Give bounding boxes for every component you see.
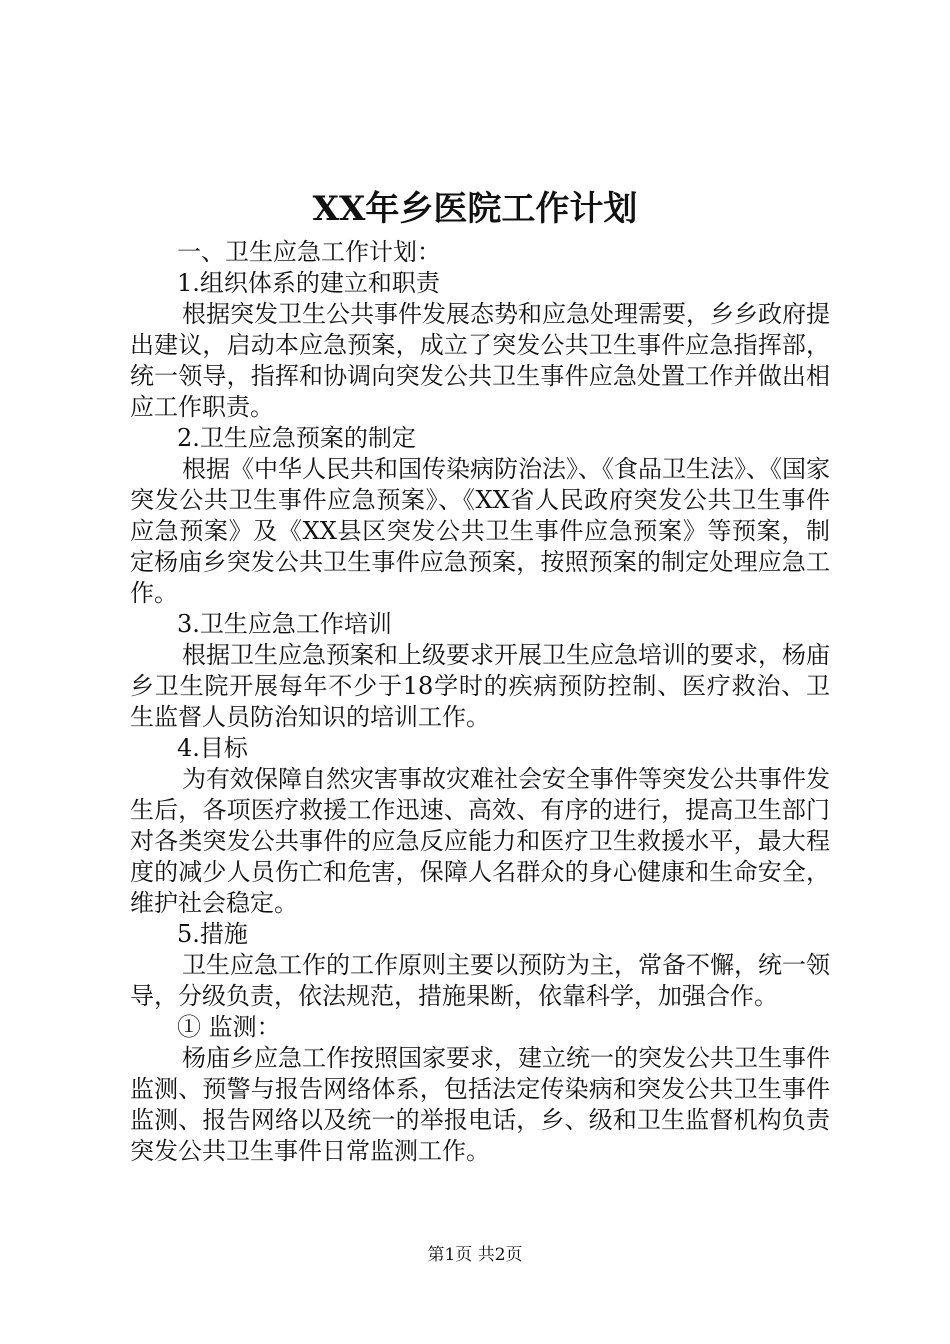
- document-body: [130, 237, 830, 1167]
- section-heading-1: 一、卫生应急工作计划：: [177, 238, 441, 266]
- section-heading-1-2: 2.卫生应急预案的制定: [177, 424, 416, 452]
- paragraph-goals: 为有效保障自然灾害事故灾难社会安全事件等突发公共事件发生后，各项医疗救援工作迅速、高效、有序的进行，提高卫生部门对各类突发公共事件的应急反应能力和医疗卫生救援水平，最大程度的减少人员伤亡和危害，保障人名群众的身心健康和生命安全，维护社会稳定。: [130, 765, 830, 917]
- section-heading-1-5: 5.措施: [177, 920, 248, 948]
- section-heading-1-4: 4.目标: [177, 734, 248, 762]
- paragraph-monitoring: 杨庙乡应急工作按照国家要求，建立统一的突发公共卫生事件监测、预警与报告网络体系，包括法定传染病和突发公共卫生事件监测、报告网络以及统一的举报电话，乡、级和卫生监督机构负责突发公共卫生事件日常监测工作。: [130, 1044, 830, 1165]
- paragraph-training: 根据卫生应急预案和上级要求开展卫生应急培训的要求，杨庙乡卫生院开展每年不少于18学时的疾病预防控制、医疗救治、卫生监督人员防治知识的培训工作。: [130, 641, 830, 731]
- paragraph-organization: 根据突发卫生公共事件发展态势和应急处理需要，乡乡政府提出建议，启动本应急预案，成立了突发公共卫生事件应急指挥部，统一领导，指挥和协调向突发公共卫生事件应急处置工作并做出相应工作职责。: [130, 300, 830, 421]
- section-heading-1-3: 3.卫生应急工作培训: [177, 610, 392, 638]
- paragraph-measures: 卫生应急工作的工作原则主要以预防为主，常备不懈，统一领导，分级负责，依法规范，措施果断，依靠科学，加强合作。: [130, 951, 830, 1010]
- document-title: XX年乡医院工作计划: [312, 189, 638, 229]
- section-heading-1-1: 1.组织体系的建立和职责: [177, 269, 440, 297]
- page-footer: 第1页 共2页: [427, 1245, 523, 1265]
- paragraph-plan-formulation: 根据《中华人民共和国传染病防治法》、《食品卫生法》、《国家突发公共卫生事件应急预案》、《XX省人民政府突发公共卫生事件应急预案》及《XX县区突发公共卫生事件应急预案》等预案，制定杨庙乡突发公共卫生事件应急预案，按照预案的制定处理应急工作。: [130, 455, 830, 607]
- subsection-heading-monitoring: ① 监测：: [177, 1013, 281, 1041]
